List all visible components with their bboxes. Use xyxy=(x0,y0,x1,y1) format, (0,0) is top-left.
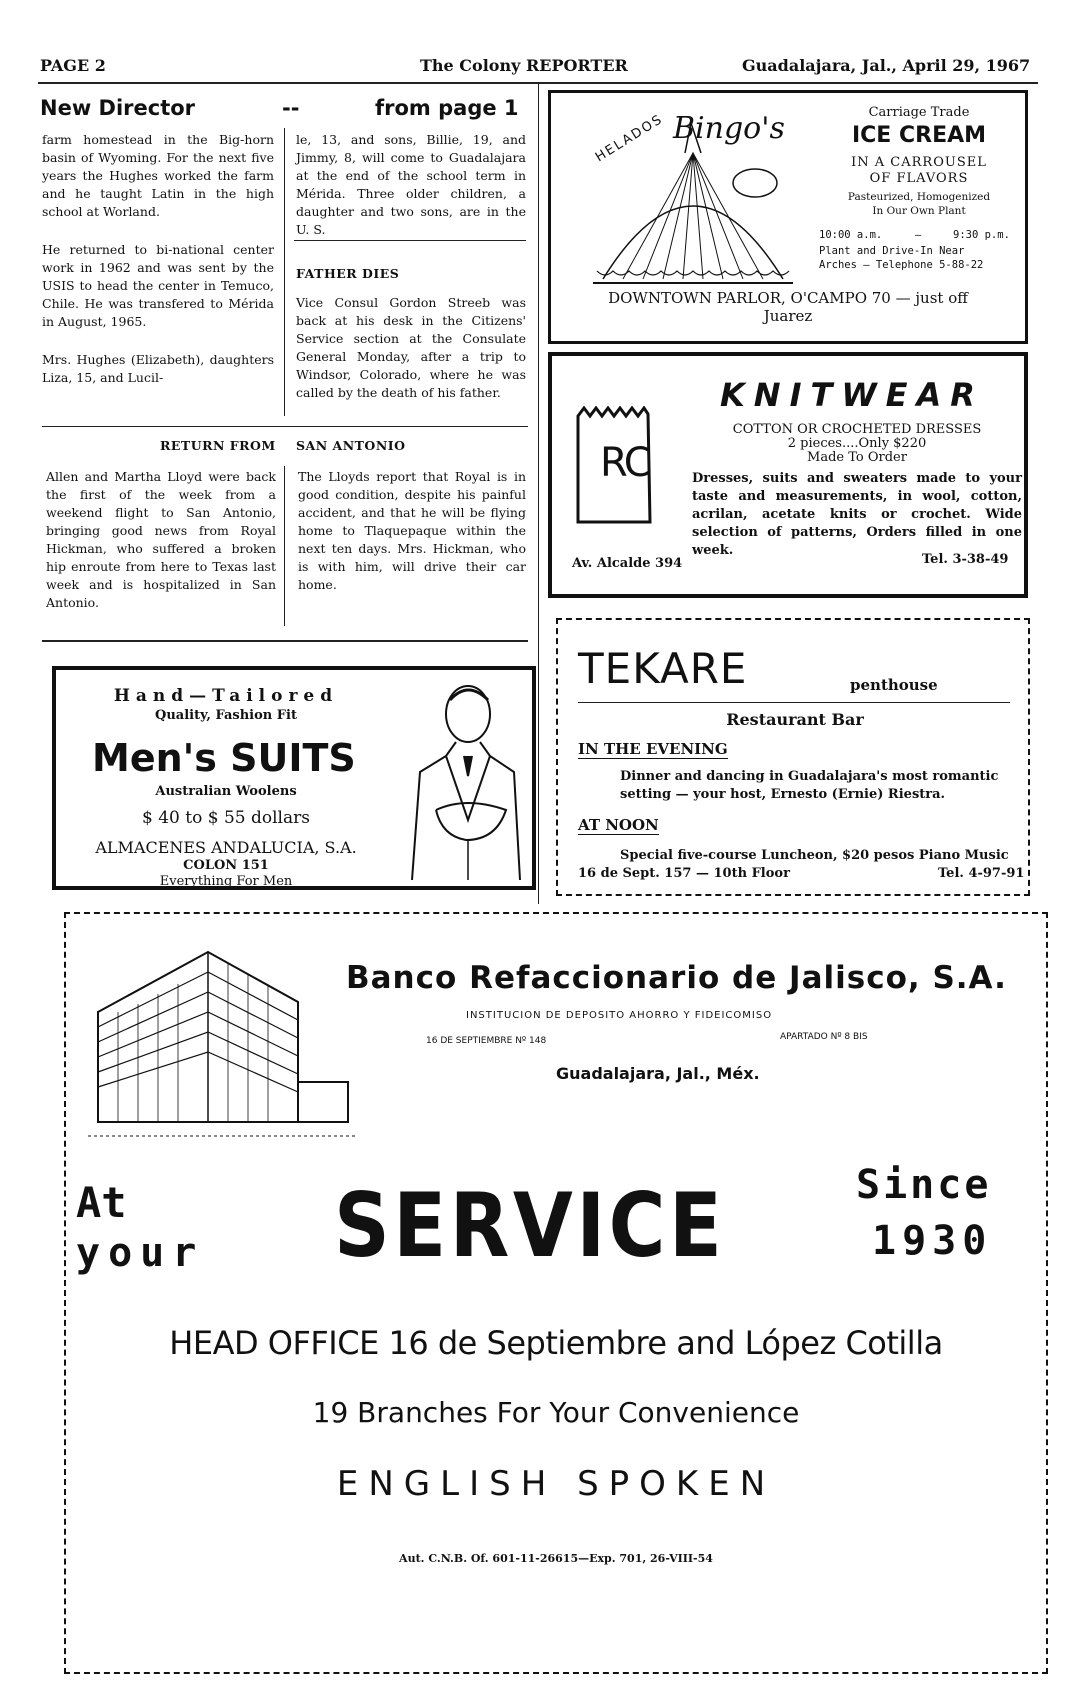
continued-from-label: from page 1 xyxy=(375,96,519,120)
return-column-2 xyxy=(298,468,526,608)
ad-ice-cream xyxy=(548,90,1028,344)
headline-part: Men's xyxy=(92,736,217,780)
ad-price: $ 40 to $ 55 dollars xyxy=(142,808,310,828)
section-rule xyxy=(294,240,526,241)
heading-dash: -- xyxy=(282,96,300,120)
page-divider xyxy=(538,84,539,904)
bank-city: Guadalajara, Jal., Méx. xyxy=(556,1064,760,1083)
bank-building-illustration-icon xyxy=(88,932,358,1142)
ad-address: DOWNTOWN PARLOR, O'CAMPO 70 — just off xyxy=(608,289,968,307)
hours-open: 10:00 a.m. xyxy=(819,229,883,241)
ad-store: ALMACENES ANDALUCIA, S.A. xyxy=(95,838,357,857)
ad-body: Dresses, suits and sweaters made to your taste and measurements, in wool, cotton, acrilan, acetate knits or crochet. Wide selection of patterns, Orders filled in one week. xyxy=(692,471,1022,558)
paragraph: farm homestead in the Big-horn basin of Wyoming. For the next five years the Hughes worked the farm and he taught Latin in the high school at Worland. xyxy=(42,132,274,219)
branches: 19 Branches For Your Convenience xyxy=(312,1396,800,1429)
ad-tag: penthouse xyxy=(850,676,938,694)
ad-line: Plant and Drive-In Near xyxy=(819,245,965,257)
paragraph: Vice Consul Gordon Streeb was back at his desk in the Citizens' Service section at the Consulate General Monday, after a trip to Windsor, Colorado, where he was called by the death of his father. xyxy=(296,295,526,400)
bank-street: 16 DE SEPTIEMBRE Nº 148 xyxy=(426,1036,547,1046)
paragraph: le, 13, and sons, Billie, 19, and Jimmy, 8, will come to Guadalajara at the end of the school term in Mérida. Three older children, a daughter and two sons, are in the U. S. xyxy=(296,132,526,237)
ad-phone: Arches — Telephone 5-88-22 xyxy=(819,259,984,271)
ad-phone: Tel. 4-97-91 xyxy=(938,866,1025,881)
dateline: Guadalajara, Jal., April 29, 1967 xyxy=(742,56,1031,75)
return-heading-right: SAN ANTONIO xyxy=(296,438,406,453)
hours-close: 9:30 p.m. xyxy=(953,229,1010,241)
slogan-service: SERVICE xyxy=(334,1174,726,1277)
new-director-column-1 xyxy=(42,131,274,401)
ad-line: IN A CARROUSEL xyxy=(851,155,987,170)
section-rule xyxy=(42,426,528,427)
paragraph: Mrs. Hughes (Elizabeth), daughters Liza, 15, and Lucil- xyxy=(42,352,274,385)
ad-tekare xyxy=(556,618,1030,896)
bank-box: APARTADO Nº 8 BIS xyxy=(780,1032,868,1042)
noon-body: Special five-course Luncheon, $20 pesos Piano Music xyxy=(620,848,1009,863)
ad-line: COTTON OR CROCHETED DRESSES xyxy=(732,422,982,437)
father-dies-heading: FATHER DIES xyxy=(296,266,400,281)
evening-heading: IN THE EVENING xyxy=(578,740,728,758)
head-office: HEAD OFFICE 16 de Septiembre and López Cotilla xyxy=(169,1324,943,1362)
ad-line: OF FLAVORS xyxy=(869,171,969,186)
ad-address: COLON 151 xyxy=(183,858,269,873)
ad-line: Hand—Tailored xyxy=(113,686,339,706)
ad-address: Juarez xyxy=(763,307,813,325)
section-rule xyxy=(42,640,528,642)
ad-line: Made To Order xyxy=(807,450,907,465)
evening-body: Dinner and dancing in Guadalajara's most romantic setting — your host, Ernesto (Ernie) Riestra. xyxy=(620,769,999,802)
ad-knitwear xyxy=(548,352,1028,598)
ad-line: Carriage Trade xyxy=(868,105,970,120)
slogan-at: At xyxy=(76,1178,127,1227)
ad-bank xyxy=(64,912,1048,1674)
logo-arc-text: HELADOS xyxy=(592,111,667,166)
slogan-year: 1930 xyxy=(872,1218,993,1264)
ad-price: 2 pieces....Only $220 xyxy=(787,436,927,451)
ad-phone: Tel. 3-38-49 xyxy=(922,552,1009,567)
paragraph: The Lloyds report that Royal is in good condition, despite his painful accident, and that he will be flying home to Tlaquepaque within the next ten days. Mrs. Hickman, who is with him, will drive their car home. xyxy=(298,469,526,592)
ad-line: Australian Woolens xyxy=(155,784,297,799)
ad-address: 16 de Sept. 157 — 10th Floor xyxy=(578,866,790,881)
father-dies-body xyxy=(296,294,526,416)
bank-institution: INSTITUCION DE DEPOSITO AHORRO Y FIDEICOMISO xyxy=(466,1010,773,1021)
page-number: PAGE 2 xyxy=(40,56,106,75)
paragraph: He returned to bi-national center work in 1962 and was sent by the USIS to head the center in Temuco, Chile. He was transfered to Mérida in August, 1965. xyxy=(42,242,274,329)
paragraph: Allen and Martha Lloyd were back the first of the week from a weekend flight to San Antonio, bringing good news from Royal Hickman, who suffered a broken hip enroute from here to Texas last week and is hospitalized in San Antonio. xyxy=(46,469,276,610)
headline-part: SUITS xyxy=(230,736,356,780)
column-divider xyxy=(284,466,285,626)
bank-name: Banco Refaccionario de Jalisco, S.A. xyxy=(346,960,1007,996)
restaurant-name: TEKARE xyxy=(578,644,748,693)
return-heading-left: RETURN FROM xyxy=(160,438,276,453)
ad-rule xyxy=(578,702,1010,703)
ad-headline: KNITWEAR xyxy=(720,376,984,414)
english-spoken: ENGLISH SPOKEN xyxy=(336,1464,776,1504)
article-heading-new-director: New Director xyxy=(40,96,196,120)
logo-text: RC xyxy=(600,440,650,486)
slogan-since: Since xyxy=(856,1162,992,1208)
new-director-column-2 xyxy=(296,131,526,253)
column-divider xyxy=(284,128,285,416)
ad-subtitle: Restaurant Bar xyxy=(726,710,864,729)
newspaper-title: The Colony REPORTER xyxy=(420,56,628,75)
ad-headline: ICE CREAM xyxy=(851,123,987,148)
return-column-1 xyxy=(46,468,276,626)
authorization: Aut. C.N.B. Of. 601-11-26615—Exp. 701, 26-VIII-54 xyxy=(399,1552,713,1565)
noon-heading: AT NOON xyxy=(578,816,659,834)
ad-line: Quality, Fashion Fit xyxy=(155,708,297,723)
ad-line: Pasteurized, Homogenized xyxy=(847,191,991,203)
logo-script-text: Bingo's xyxy=(673,111,785,146)
ad-headline xyxy=(92,736,356,780)
ad-line: In Our Own Plant xyxy=(872,205,966,217)
man-in-suit-illustration-icon xyxy=(406,680,526,884)
ad-mens-suits xyxy=(52,666,536,890)
ad-line: Everything For Men xyxy=(159,874,293,889)
hours-dash: — xyxy=(915,229,922,241)
ad-address: Av. Alcalde 394 xyxy=(572,556,683,571)
slogan-your: your xyxy=(76,1230,205,1276)
